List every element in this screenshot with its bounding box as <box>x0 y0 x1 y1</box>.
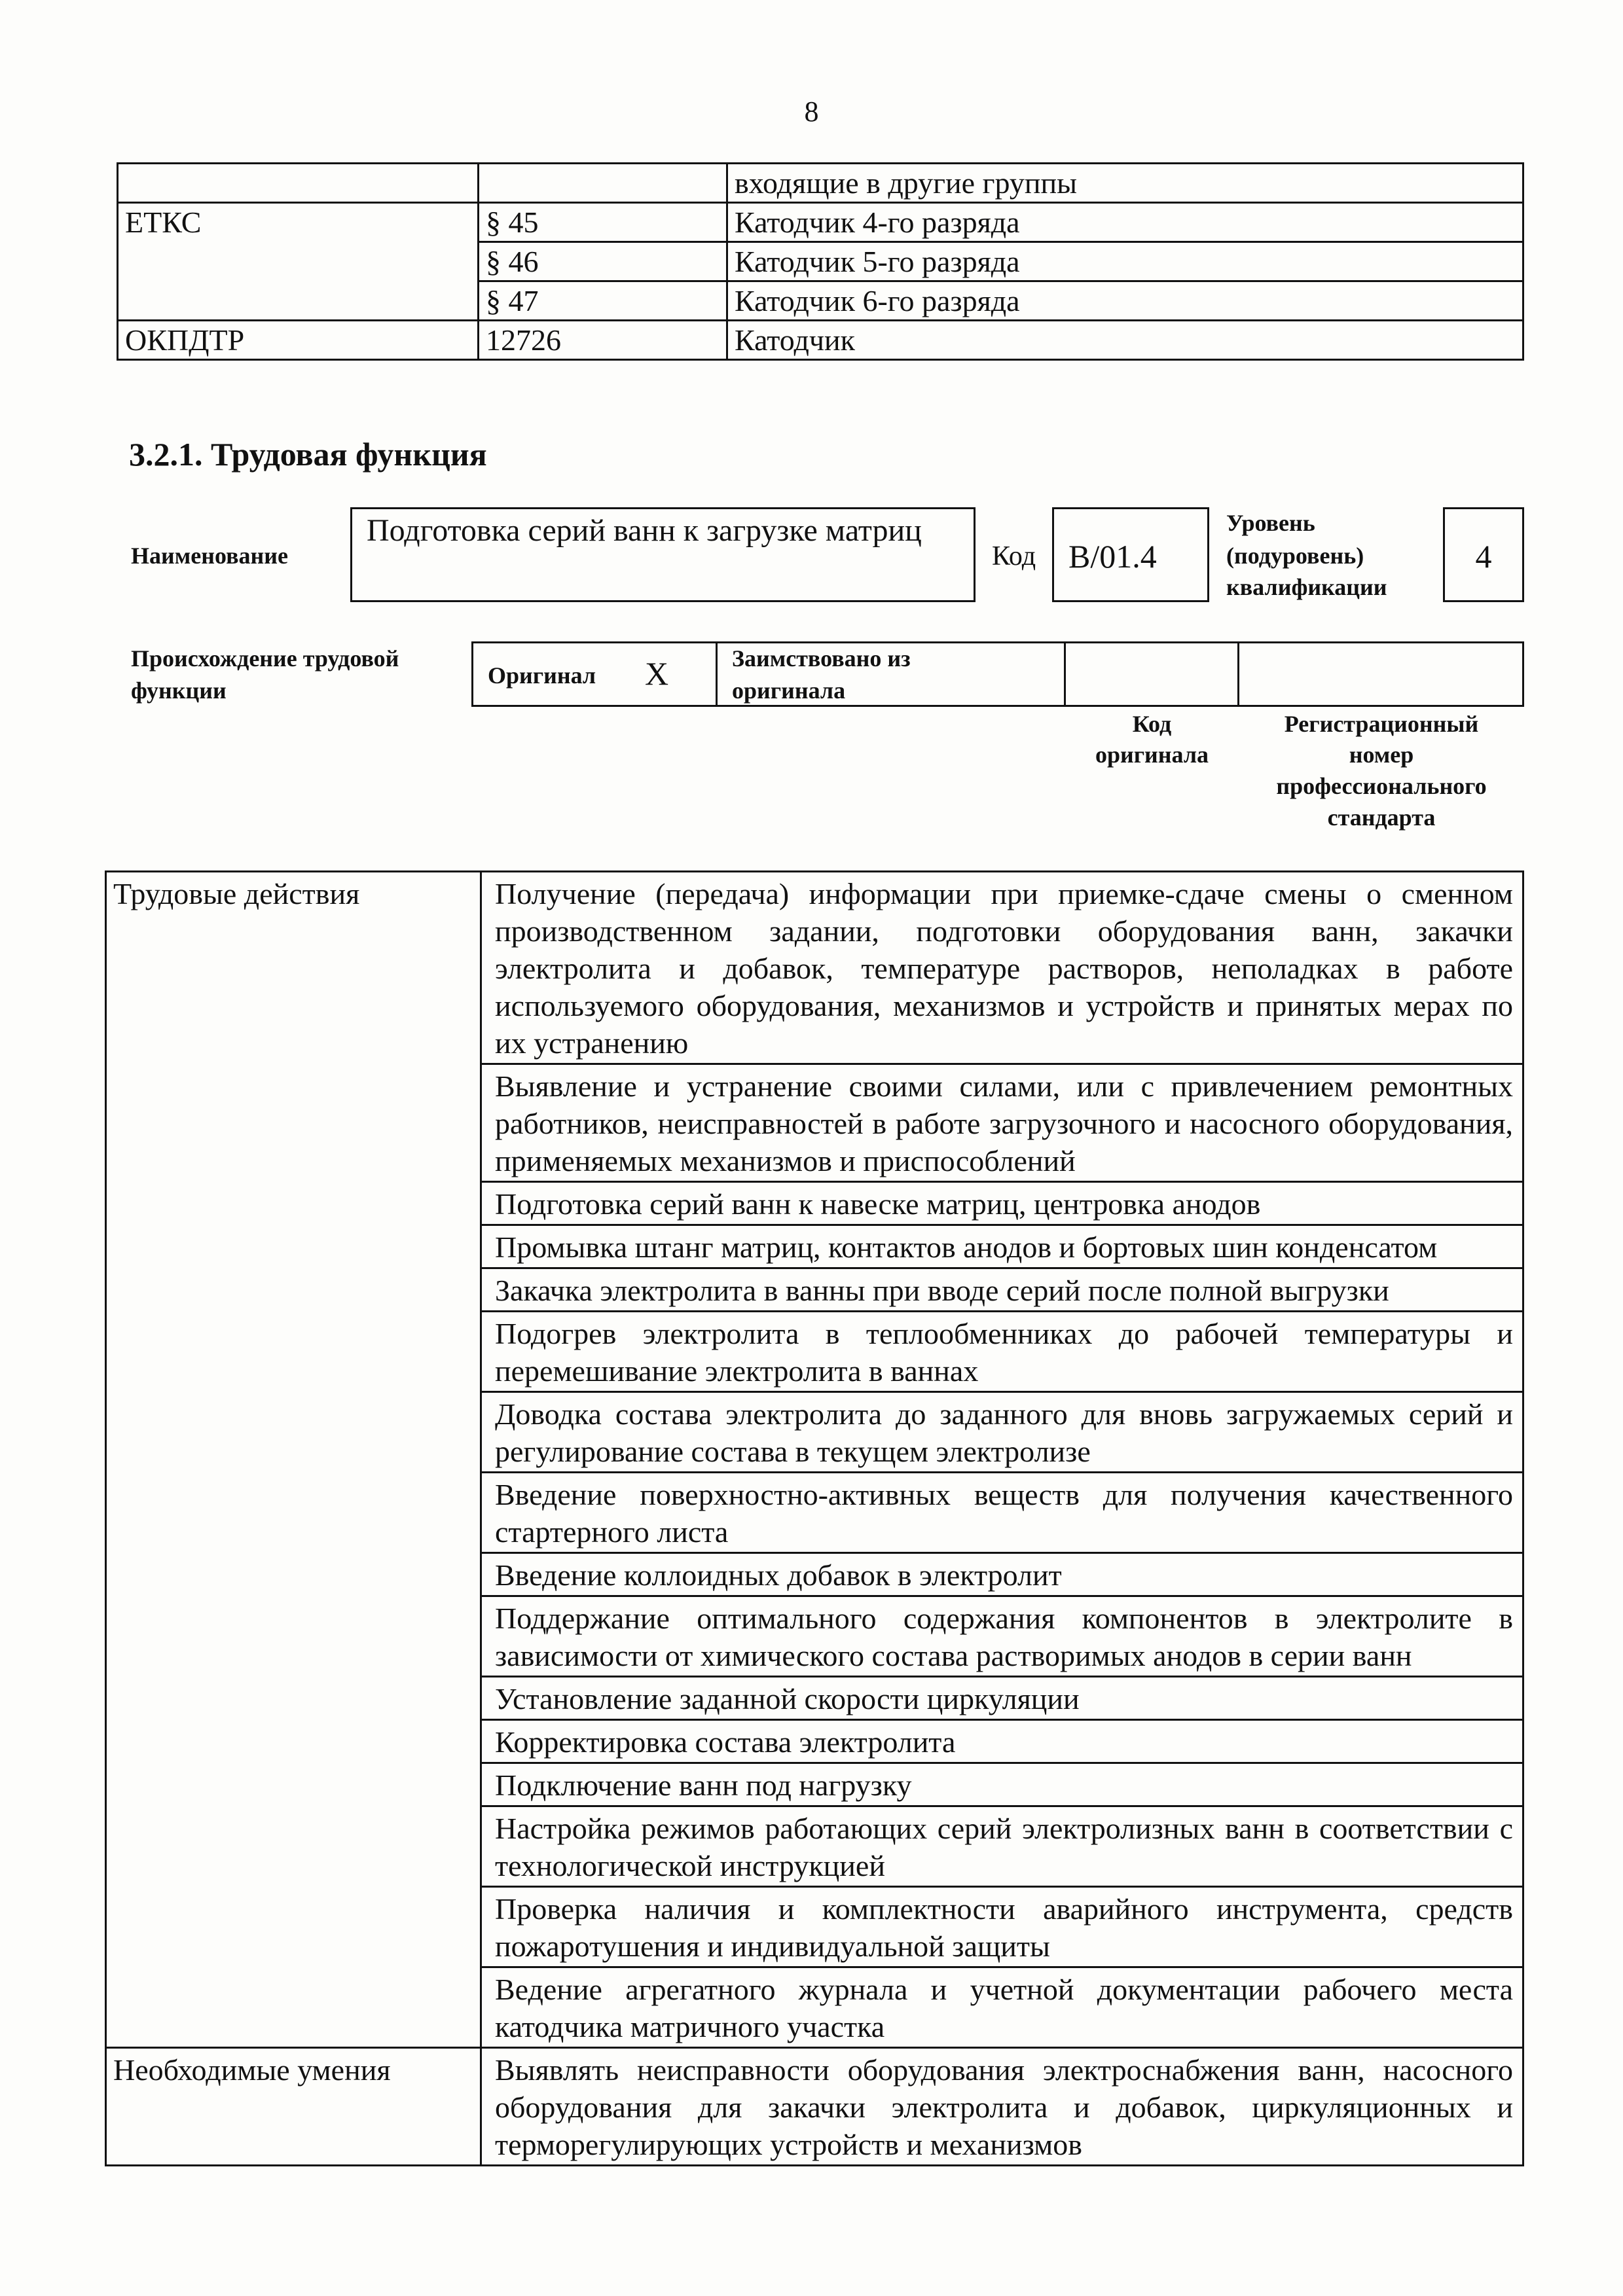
table-cell: ЕТКС <box>118 203 479 321</box>
actions-header-cell: Трудовые действия <box>106 872 481 2048</box>
divider <box>1064 641 1066 707</box>
origin-label-1: Происхождение трудовой <box>131 645 399 672</box>
table-cell: Катодчик 6-го разряда <box>727 281 1523 321</box>
skills-header-cell: Необходимые умения <box>106 2048 481 2166</box>
action-cell: Закачка электролита в ванны при вводе серий после полной выгрузки <box>481 1268 1523 1312</box>
table-cell: § 47 <box>479 281 727 321</box>
table-cell: входящие в другие группы <box>727 164 1523 203</box>
borrowed-label-1: Заимствовано из <box>732 645 911 672</box>
table-cell: § 46 <box>479 242 727 281</box>
reg-caption-2: номер <box>1349 742 1414 768</box>
table-row <box>118 203 1523 242</box>
action-cell: Введение коллоидных добавок в электролит <box>481 1553 1523 1596</box>
reg-caption-3: профессионального <box>1276 773 1487 799</box>
page-number: 8 <box>804 96 819 128</box>
action-cell: Подготовка серий ванн к навеске матриц, центровка анодов <box>481 1182 1523 1225</box>
borrowed-label-2: оригинала <box>732 677 846 704</box>
action-cell: Корректировка состава электролита <box>481 1720 1523 1763</box>
action-cell: Выявление и устранение своими силами, или с привлечением ремонтных работников, неисправностей в работе загрузочного и насосного оборудования, применяемых механизмов и приспособлений <box>481 1064 1523 1182</box>
action-cell: Доводка состава электролита до заданного для вновь загружаемых серий и регулирование состава в текущем электролизе <box>481 1392 1523 1473</box>
table-cell: 12726 <box>479 321 727 360</box>
table-row <box>106 2048 1523 2166</box>
original-label: Оригинал <box>488 662 596 689</box>
action-cell: Поддержание оптимального содержания компонентов в электролите в зависимости от химического состава растворимых анодов в серии ванн <box>481 1596 1523 1677</box>
action-cell: Введение поверхностно-активных веществ для получения качественного стартерного листа <box>481 1473 1523 1553</box>
action-cell: Настройка режимов работающих серий электролизных ванн в соответствии с технологической инструкцией <box>481 1806 1523 1887</box>
action-cell: Подогрев электролита в теплообменниках до рабочей температуры и перемешивание электролита в ваннах <box>481 1312 1523 1392</box>
action-cell: Получение (передача) информации при приемке-сдаче смены о сменном производственном задании, подготовки оборудования ванн, закачки электролита и добавок, температуре растворов, неполадках в работе используемого оборудования, механизмов и устройств и принятых мерах по их устранению <box>481 872 1523 1064</box>
code-caption-1: Код <box>1132 711 1172 737</box>
name-label: Наименование <box>131 543 288 569</box>
table-cell: § 45 <box>479 203 727 242</box>
origin-label-2: функции <box>131 677 227 704</box>
skill-cell: Выявлять неисправности оборудования электроснабжения ванн, насосного оборудования для закачки электролита и добавок, циркуляционных и терморегулирующих устройств и механизмов <box>481 2048 1523 2166</box>
section-title: 3.2.1. Трудовая функция <box>129 436 487 473</box>
action-cell: Проверка наличия и комплектности аварийного инструмента, средств пожаротушения и индивидуальной защиты <box>481 1887 1523 1967</box>
action-cell: Подключение ванн под нагрузку <box>481 1763 1523 1806</box>
table-cell: Катодчик <box>727 321 1523 360</box>
table-cell <box>118 164 479 203</box>
table-row <box>118 164 1523 203</box>
table-cell <box>479 164 727 203</box>
divider <box>716 641 718 707</box>
code-caption-2: оригинала <box>1095 742 1209 768</box>
code-label: Код <box>992 541 1036 571</box>
divider <box>1237 641 1239 707</box>
action-cell: Промывка штанг матриц, контактов анодов и бортовых шин конденсатом <box>481 1225 1523 1268</box>
reg-caption-1: Регистрационный <box>1284 711 1479 737</box>
labor-actions-table <box>105 870 1524 2166</box>
level-field: 4 <box>1443 507 1524 602</box>
function-name-field: Подготовка серий ванн к загрузке матриц <box>350 507 976 602</box>
action-cell: Установление заданной скорости циркуляции <box>481 1677 1523 1720</box>
table-cell: Катодчик 4-го разряда <box>727 203 1523 242</box>
table-row <box>106 872 1523 1064</box>
level-label-3: квалификации <box>1226 574 1387 600</box>
table-cell: ОКПДТР <box>118 321 479 360</box>
level-label-1: Уровень <box>1226 510 1315 536</box>
reg-caption-4: стандарта <box>1327 804 1436 831</box>
original-mark: X <box>645 655 669 692</box>
table-cell: Катодчик 5-го разряда <box>727 242 1523 281</box>
level-label-2: (подуровень) <box>1226 543 1364 569</box>
origin-table <box>471 641 1524 707</box>
function-code-field: B/01.4 <box>1052 507 1209 602</box>
classification-table <box>117 162 1524 361</box>
table-row <box>118 321 1523 360</box>
action-cell: Ведение агрегатного журнала и учетной документации рабочего места катодчика матричного участка <box>481 1967 1523 2048</box>
